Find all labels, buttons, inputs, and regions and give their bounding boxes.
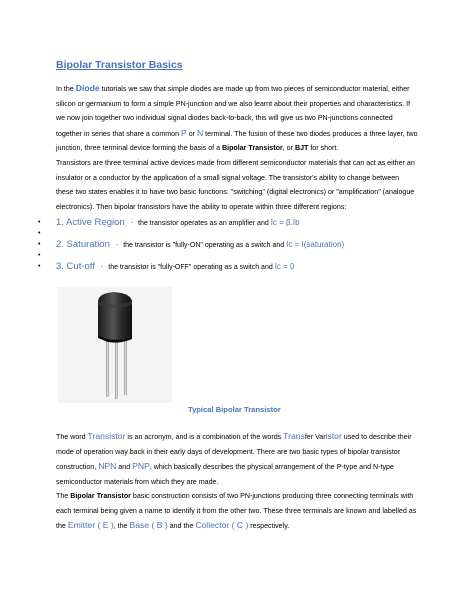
text-run: used to describe their mode of operation way back in their early days of development. There are two basic types of bipolar transistor construction, — [56, 433, 412, 472]
region-desc: the transistor is "fully-ON" operating as a switch and — [123, 242, 287, 249]
region-dash: - — [100, 264, 104, 271]
text-run: , or — [282, 144, 295, 153]
bullet-dot-icon: • — [38, 252, 41, 259]
list-item — [38, 241, 438, 252]
region-name: 2. Saturation — [56, 239, 110, 250]
region-desc: the transistor is "fully-OFF" operating as a switch and — [108, 264, 275, 271]
text-run: tutorials we saw that simple diodes are made up from two pieces of semiconductor material, either silicon or germanium to form a simple PN-junction and we also learnt about their properties and characteristics. If we now join together two individual signal diodes back-to-back, this will give us two PN-junctions connected together in series that share a common — [56, 85, 411, 138]
text-run: Var — [315, 433, 326, 441]
regions-list — [38, 219, 438, 274]
list-item — [38, 263, 438, 274]
text-run: basic construction consists of two PN-junctions producing three connecting terminals with each terminal being given a name to identify it from the other two. These three terminals are known and labelled as the — [56, 492, 417, 531]
transistor-term: Transistor — [87, 431, 126, 441]
region-formula: Ic = I(saturation) — [286, 240, 345, 249]
region-name: 1. Active Region — [56, 217, 125, 228]
pnp-term: PNP — [132, 461, 150, 472]
trans-term: Trans — [283, 431, 305, 441]
intro-paragraph — [56, 81, 418, 156]
bullet-dot-icon: • — [38, 230, 41, 237]
page-title: Bipolar Transistor Basics — [56, 59, 183, 71]
text-run: for short. — [308, 144, 339, 153]
text-run: , which basically describes the physical arrangement of the P-type and N-type semiconductor materials from which they are made. — [56, 463, 394, 486]
n-label: N — [196, 127, 204, 138]
bipolar-transistor-term: Bipolar Transistor — [222, 144, 283, 153]
transistor-photo — [58, 287, 172, 403]
text-run: is an acronym, and is a combination of the words — [125, 433, 284, 441]
list-item — [38, 219, 438, 230]
text-run: terminal. The fusion of these two diodes produces a three layer, two junction, three terminal device forming the basis of a — [56, 129, 418, 153]
text-run: respectively. — [248, 522, 290, 531]
regions-intro-paragraph: Transistors are three terminal active devices made from different semiconductor materials that can act as either an insulator or a conductor by the application of a small signal voltage. The transistor's ability to change between these two states enables it to have two basic functions: "switching" (digital electronics) or "amplification" (analogue electronics). Then bipolar transistors have the ability to operate within three different regions: — [56, 159, 415, 211]
text-run: fer — [304, 433, 316, 441]
base-symbol: ( B ) — [149, 520, 168, 531]
bullet-dot-icon: • — [38, 219, 41, 226]
collector-term: Collector — [195, 520, 230, 531]
istor-term: istor — [325, 431, 342, 441]
diode-link[interactable]: Diode — [75, 83, 100, 93]
acronym-paragraph — [56, 429, 418, 489]
bullet-dot-icon: • — [38, 241, 41, 248]
p-label: P — [181, 127, 187, 138]
text-run: , the — [113, 522, 130, 531]
figure-caption: Typical Bipolar Transistor — [188, 405, 281, 414]
region-dash: - — [115, 242, 119, 249]
emitter-symbol: ( E ) — [95, 520, 114, 531]
emitter-term: Emitter — [67, 520, 96, 531]
text-run: or — [186, 129, 197, 138]
bullet-dot-icon: • — [38, 263, 41, 270]
bjt-term: BJT — [294, 144, 309, 153]
text-run: In the — [56, 85, 76, 93]
collector-symbol: ( C ) — [229, 520, 249, 531]
npn-term: NPN — [98, 461, 117, 472]
text-run: and — [116, 463, 133, 472]
region-dash: - — [130, 220, 133, 227]
construction-paragraph — [56, 489, 418, 534]
text-run: The — [56, 492, 71, 500]
base-term: Base — [129, 520, 150, 531]
transistor-icon — [58, 287, 172, 403]
region-formula: Ic = 0 — [274, 262, 295, 271]
text-run: The word — [56, 433, 88, 441]
region-desc: the transistor operates as an amplifier and — [138, 220, 271, 227]
region-formula: Ic = β.Ib — [270, 218, 300, 227]
text-run: and the — [167, 522, 196, 531]
region-name: 3. Cut-off — [56, 261, 95, 272]
bipolar-transistor-term: Bipolar Transistor — [70, 492, 131, 500]
